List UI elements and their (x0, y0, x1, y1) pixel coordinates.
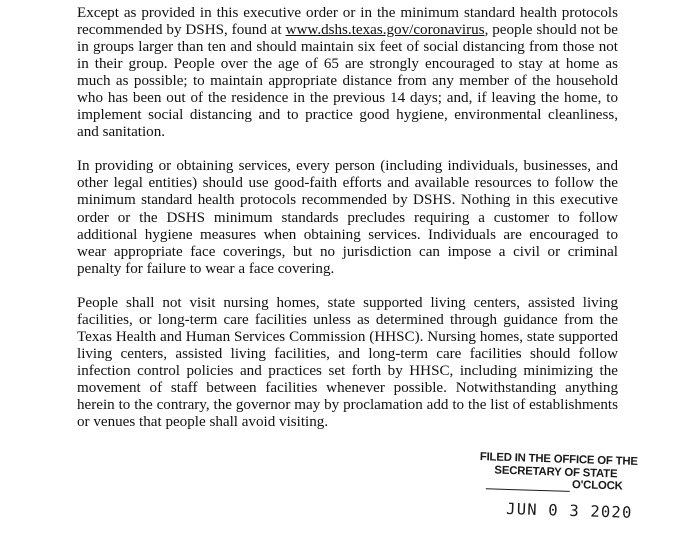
stamp-time-blank (486, 479, 570, 492)
paragraph-1-text-after-link: , people should not be in groups larger than ten and should maintain six feet of social distancing from those not in their group. People over the age of 65 are strongly encouraged to stay at home as much as possible; to maintain appropriate distance from any member of the household who has been out of the residence in the previous 14 days; and, if leaving the home, to implement social distancing and to practice good hygiene, environmental cleanliness, and sanitation. (77, 22, 618, 141)
stamp-office-line: FILED IN THE OFFICE OF THE (479, 451, 638, 469)
stamp-secretary-line: SECRETARY OF STATE (494, 464, 618, 480)
paragraph-health-protocols: In providing or obtaining services, every person (including individuals, businesses, and other legal entities) should use good-faith efforts and available resources to follow the minimum standard health protocols recommended by DSHS. Nothing in this executive order or the DSHS minimum standards precludes requiring a customer to follow additional hygiene measures when obtaining services. Individuals are encouraged to wear appropriate face coverings, but no jurisdiction can impose a civil or criminal penalty for failure to wear a face covering. (77, 158, 618, 277)
order-body-text (77, 5, 618, 448)
stamp-date: JUN 0 3 2020 (505, 499, 633, 522)
stamp-oclock-label: O'CLOCK (571, 478, 623, 493)
paragraph-nursing-homes: People shall not visit nursing homes, state supported living centers, assisted living facilities, or long-term care facilities unless as determined through guidance from the Texas Health and Human Services Commission (HHSC). Nursing homes, state supported living centers, assisted living facilities, and long-term care facilities should follow infection control policies and practices set forth by HHSC, including minimizing the movement of staff between facilities whenever possible. Notwithstanding anything herein to the contrary, the governor may by proclamation add to the list of establishments or venues that people shall avoid visiting. (77, 294, 618, 431)
paragraph-1-text-before-link: Except as provided in this executive order or in the minimum standard health protocols recommended by DSHS, found at (77, 5, 618, 39)
dshs-coronavirus-link[interactable]: www.dshs.texas.gov/coronavirus (285, 22, 485, 39)
filing-stamp (476, 451, 648, 522)
paragraph-social-distancing (77, 5, 618, 141)
